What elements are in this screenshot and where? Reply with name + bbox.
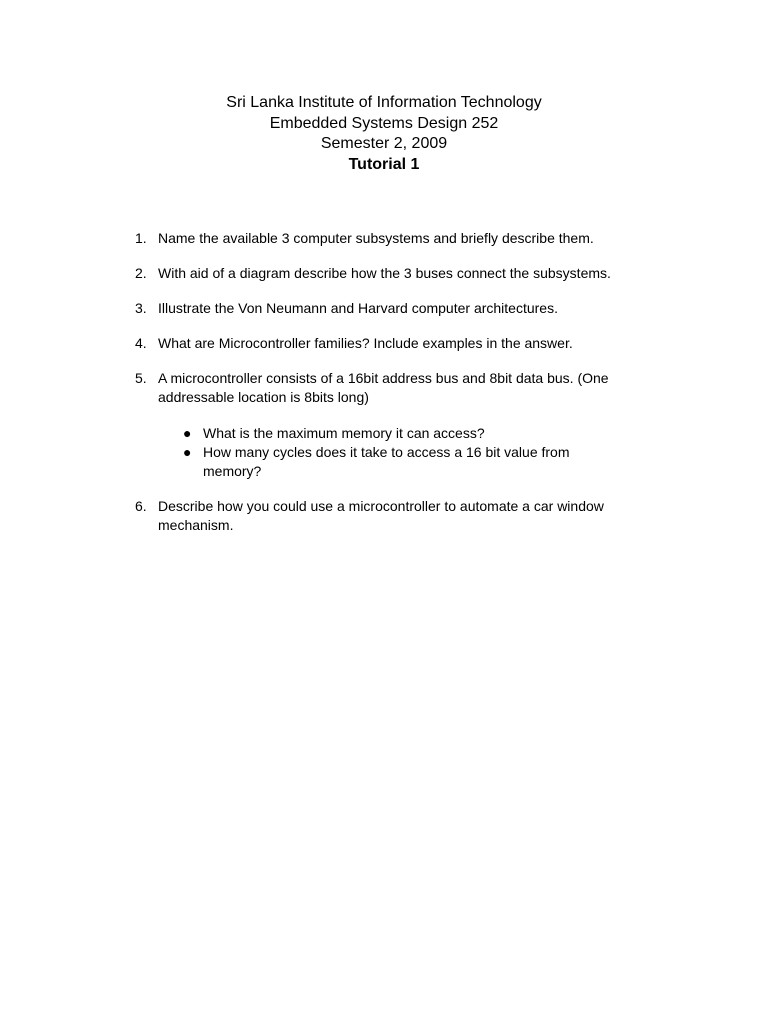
question-item [135, 264, 658, 283]
question-number: 1. [135, 230, 147, 246]
question-item [135, 369, 658, 481]
bullet-icon: ● [183, 425, 192, 441]
institution-name: Sri Lanka Institute of Information Technology [226, 94, 542, 111]
sub-question-text: What is the maximum memory it can access? [203, 425, 485, 441]
question-text: A microcontroller consists of a 16bit address bus and 8bit data bus. (One addressable location is 8bits long) [158, 370, 609, 405]
question-text: Describe how you could use a microcontroller to automate a car window mechanism. [158, 498, 604, 533]
sub-question-item [183, 424, 623, 443]
question-item [135, 497, 658, 535]
question-item [135, 334, 658, 353]
course-title: Embedded Systems Design 252 [269, 114, 499, 132]
question-text: With aid of a diagram describe how the 3 buses connect the subsystems. [158, 265, 611, 281]
question-number: 4. [135, 335, 147, 351]
bullet-icon: ● [183, 444, 192, 460]
sub-question-item [183, 443, 623, 481]
question-list [0, 229, 768, 551]
question-text: Illustrate the Von Neumann and Harvard computer architectures. [158, 300, 558, 316]
document-header [0, 93, 768, 175]
tutorial-title: Tutorial 1 [348, 155, 420, 173]
semester-label: Semester 2, 2009 [320, 135, 448, 152]
question-number: 3. [135, 300, 147, 316]
question-text: What are Microcontroller families? Include examples in the answer. [158, 335, 573, 351]
sub-question-list [158, 424, 658, 481]
sub-question-text: How many cycles does it take to access a 16 bit value from memory? [203, 444, 570, 479]
question-number: 5. [135, 370, 147, 386]
question-number: 6. [135, 498, 147, 514]
question-text: Name the available 3 computer subsystems and briefly describe them. [158, 230, 594, 246]
question-item [135, 299, 658, 318]
question-item [135, 229, 658, 248]
question-number: 2. [135, 265, 147, 281]
